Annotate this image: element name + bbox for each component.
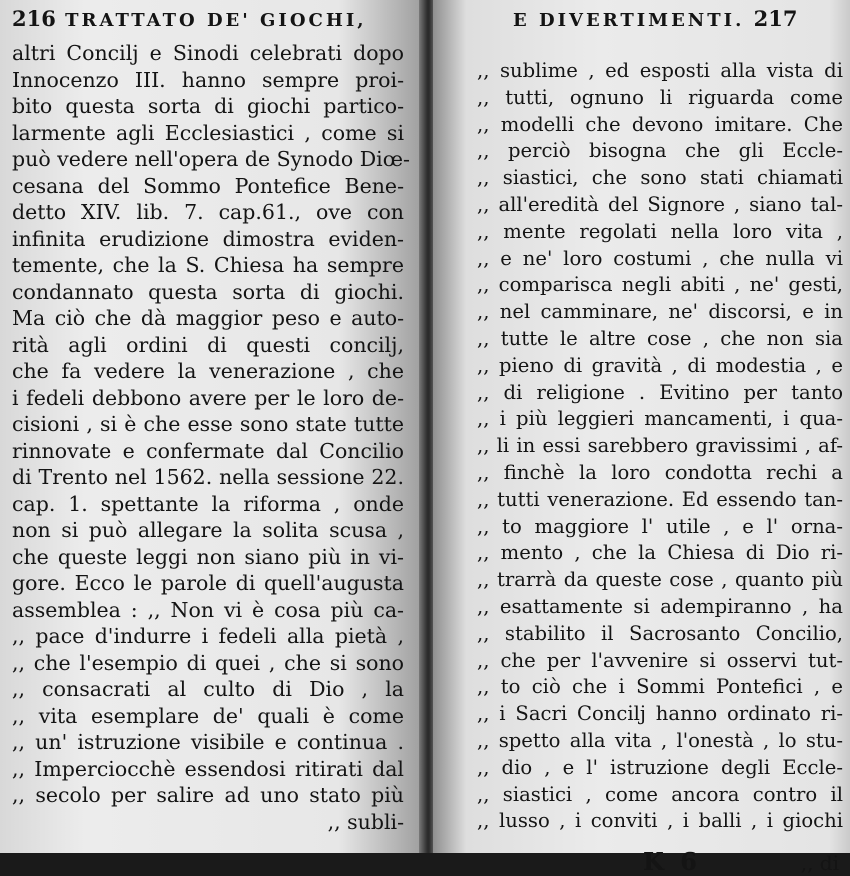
text-line: larmente agli Ecclesiastici , come si [12, 120, 404, 145]
text-line: non si può allegare la solita scusa , [12, 518, 404, 542]
text-line: ,, di religione . Evitino per tanto [477, 380, 843, 404]
text-line: ,, tutti venerazione. Ed essendo tan- [477, 487, 843, 511]
text-line: ,, tutte le altre cose , che non sia [477, 326, 843, 350]
text-line: i fedeli debbono avere per le loro de- [12, 385, 404, 410]
text-line: che queste leggi non siano più in vi- [12, 544, 404, 569]
text-line: ,, comparisca negli abiti , ne' gesti, [477, 273, 843, 297]
catchword: ,, subli- [327, 809, 404, 834]
left-head-title: TRATTATO DE' GIOCHI, [65, 10, 367, 31]
text-line: bito questa sorta di giochi partico- [12, 94, 404, 118]
text-line: ,, li in essi sarebbero gravissimi , af- [477, 434, 843, 458]
text-line: che fa vedere la venerazione , che [12, 359, 404, 383]
text-line: ,, perciò bisogna che gli Eccle- [477, 139, 843, 163]
text-line: ,, mente regolati nella loro vita , [477, 219, 843, 243]
text-line: ,, to ciò che i Sommi Pontefici , e [477, 675, 843, 699]
right-page-number: 217 [753, 6, 798, 31]
text-line: Innocenzo III. hanno sempre proi- [12, 67, 404, 92]
text-line: ,, e ne' loro costumi , che nulla vi [477, 246, 843, 270]
text-line: ,, finchè la loro condotta rechi a [477, 460, 843, 484]
text-line: assemblea : ,, Non vi è cosa più ca- [12, 597, 404, 622]
left-page-number: 216 [12, 6, 56, 31]
text-line: rinnovate e confermate dal Concilio [12, 438, 404, 463]
catchword: ,, di [800, 851, 839, 875]
text-line: detto XIV. lib. 7. cap.61., ove con [12, 200, 404, 224]
text-line: ,, all'eredità del Signore , siano tal- [477, 192, 843, 216]
text-line: ,, pace d'indurre i fedeli alla pietà , [12, 624, 404, 648]
text-line: ,, Imperciocchè essendosi ritirati dal [12, 756, 404, 781]
text-line: ,, pieno di gravità , di modestia , e [477, 353, 843, 377]
text-line: altri Concilj e Sinodi celebrati dopo [12, 41, 404, 65]
text-line: ,, che per l'avvenire si osservi tut- [477, 648, 843, 672]
text-line: cesana del Sommo Pontefice Bene- [12, 173, 404, 198]
text-line: condannato questa sorta di giochi. [12, 279, 404, 304]
text-line: cisioni , si è che esse sono state tutte [12, 412, 404, 436]
text-line: ,, i Sacri Concilj hanno ordinato ri- [477, 702, 843, 726]
text-line: ,, lusso , i conviti , i balli , i giochi [477, 809, 843, 833]
text-line: ,, to maggiore l' utile , e l' orna- [477, 514, 843, 538]
left-text-block [12, 40, 410, 835]
text-line: ,, sublime , ed esposti alla vista di [477, 59, 843, 82]
text-line: Ma ciò che dà maggior peso e auto- [12, 306, 404, 330]
text-line: può vedere nell'opera de Synodo Diœ- [12, 147, 410, 171]
text-line: ,, secolo per salire ad uno stato più [12, 783, 404, 807]
right-page [433, 0, 850, 876]
text-line: ,, stabilito il Sacrosanto Concilio, [477, 621, 843, 645]
text-line: ,, spetto alla vita , l'onestà , lo stu- [477, 728, 843, 752]
text-line: ,, un' istruzione visibile e continua . [12, 730, 404, 754]
text-line: rità agli ordini di questi concilj, [12, 332, 404, 357]
left-running-head [12, 6, 367, 31]
text-line: cap. 1. spettante la riforma , onde [12, 491, 404, 516]
text-line: gore. Ecco le parole di quell'augusta [12, 571, 404, 595]
text-line: di Trento nel 1562. nella sessione 22. [12, 465, 404, 489]
text-line: ,, modelli che devono imitare. Che [477, 112, 843, 136]
text-line: ,, dio , e l' istruzione degli Eccle- [477, 755, 843, 779]
right-running-head [513, 6, 797, 31]
left-page [0, 0, 423, 853]
text-line: infinita erudizione dimostra eviden- [12, 226, 404, 251]
text-line: temente, che la S. Chiesa ha sempre [12, 253, 404, 277]
text-line: ,, nel camminare, ne' discorsi, e in [477, 300, 843, 324]
text-line: ,, consacrati al culto di Dio , la [12, 677, 404, 701]
text-line: ,, tutti, ognuno li riguarda come [477, 85, 843, 109]
text-line: ,, siastici , come ancora contro il [477, 782, 843, 806]
right-head-title: E DIVERTIMENTI. [513, 10, 745, 31]
text-line: ,, siastici, che sono stati chiamati [477, 166, 843, 190]
text-line: ,, esattamente si adempiranno , ha [477, 594, 843, 618]
text-line: ,, trarrà da queste cose , quanto più [477, 568, 843, 592]
right-text-block [477, 58, 843, 835]
text-line: ,, mento , che la Chiesa di Dio ri- [477, 541, 843, 565]
text-line: ,, i più leggieri mancamenti, i qua- [477, 407, 843, 431]
text-line: ,, vita esemplare de' quali è come [12, 703, 404, 728]
text-line: ,, che l'esempio di quei , che si sono [12, 650, 404, 675]
signature-mark: K 6 [643, 847, 701, 876]
